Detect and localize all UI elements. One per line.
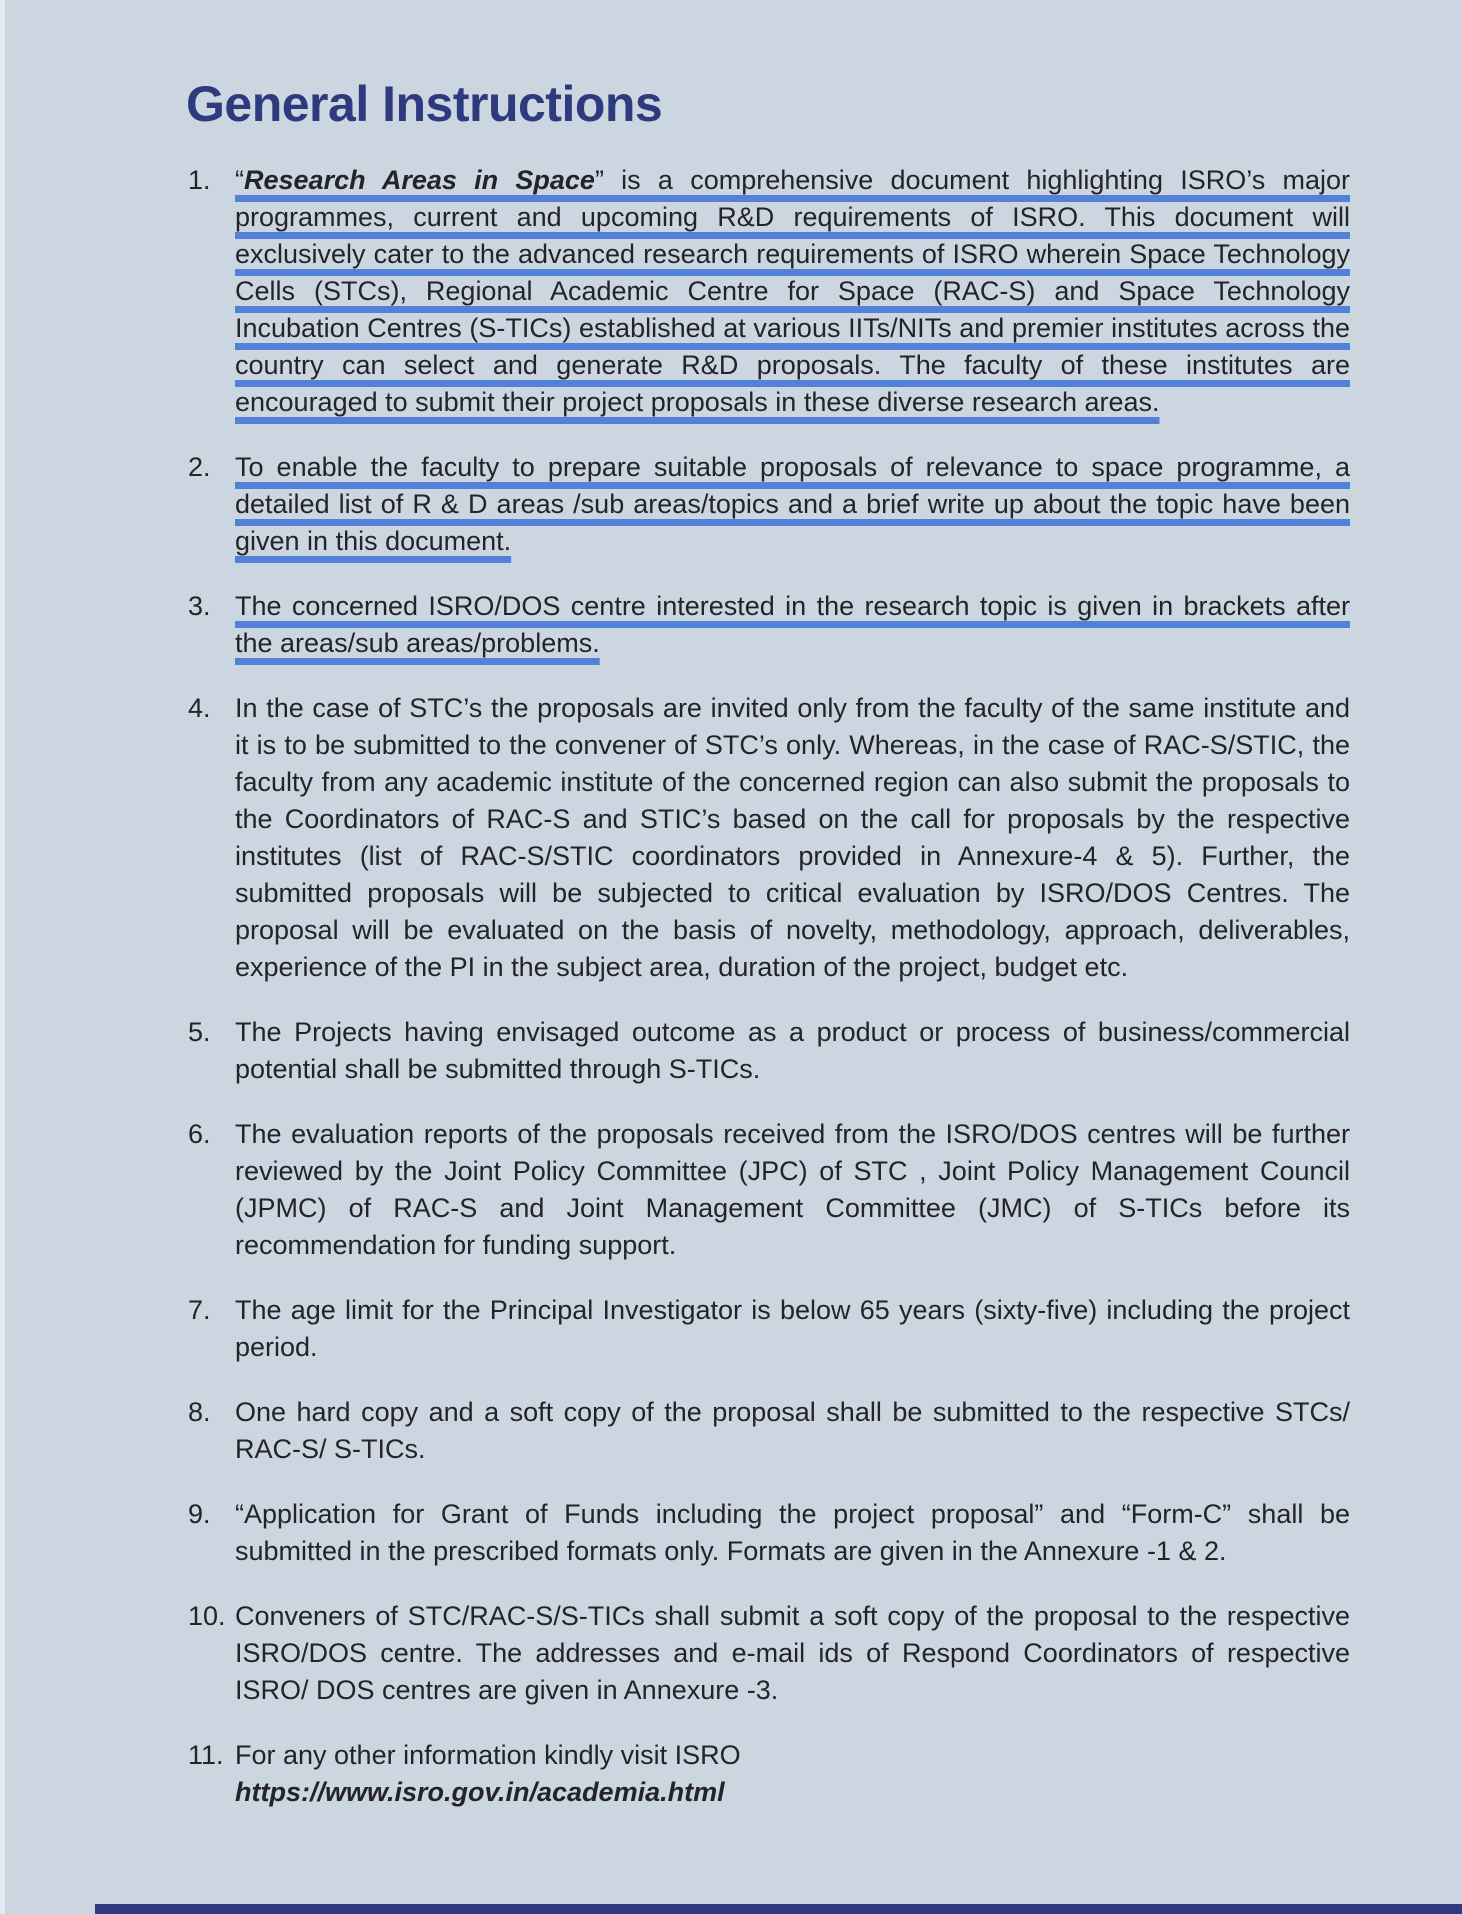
page-title: General Instructions xyxy=(186,76,663,132)
item-text xyxy=(235,1116,1350,1264)
item-number: 2. xyxy=(188,452,211,482)
item-text xyxy=(235,1394,1350,1468)
item-number: 5. xyxy=(188,1017,211,1047)
instruction-item xyxy=(188,1496,1350,1570)
text-segment: One hard copy and a soft copy of the proposal shall be submitted to the respective STCs/ RAC-S/ S-TICs. xyxy=(235,1397,1350,1464)
item-number: 1. xyxy=(188,165,211,195)
item-number: 3. xyxy=(188,591,211,621)
instruction-item xyxy=(188,690,1350,986)
item-text xyxy=(235,588,1350,662)
instruction-item xyxy=(188,1737,1350,1811)
isro-academia-link[interactable]: https://www.isro.gov.in/academia.html xyxy=(235,1777,725,1807)
text-segment: Research Areas in Space xyxy=(244,165,595,195)
text-segment: Conveners of STC/RAC-S/S-TICs shall submit a soft copy of the proposal to the respective ISRO/DOS centre. The addresses and e-mail ids of Respond Coordinators of respective ISRO/ DOS centres are given in Annexure -3. xyxy=(235,1601,1350,1705)
instruction-item xyxy=(188,449,1350,560)
item-text xyxy=(235,1598,1350,1709)
item-text xyxy=(235,1292,1350,1366)
item-text xyxy=(235,690,1350,986)
text-segment: The Projects having envisaged outcome as a product or process of business/commercial potential shall be submitted through S-TICs. xyxy=(235,1017,1350,1084)
instruction-item xyxy=(188,162,1350,421)
item-number: 11. xyxy=(188,1740,224,1770)
text-segment: In the case of STC’s the proposals are invited only from the faculty of the same institute and it is to be submitted to the convener of STC’s only. Whereas, in the case of RAC-S/STIC, the faculty from any academic institute of the concerned region can also submit the proposals to the Coordinators of RAC-S and STIC’s based on the call for proposals by the respective institutes (list of RAC-S/STIC coordinators provided in Annexure-4 & 5). Further, the submitted proposals will be subjected to critical evaluation by ISRO/DOS Centres. The proposal will be evaluated on the basis of novelty, methodology, approach, deliverables, experience of the PI in the subject area, duration of the project, budget etc. xyxy=(235,693,1350,982)
item-number: 7. xyxy=(188,1295,211,1325)
item-number: 10. xyxy=(188,1601,226,1631)
item-text xyxy=(235,449,1350,560)
item-text xyxy=(235,1014,1350,1088)
text-segment: The concerned ISRO/DOS centre interested in the research topic is given in brackets after the areas/sub areas/problems. xyxy=(235,591,1350,658)
text-segment: The evaluation reports of the proposals received from the ISRO/DOS centres will be further reviewed by the Joint Policy Committee (JPC) of STC , Joint Policy Management Council (JPMC) of RAC-S and Joint Management Committee (JMC) of S-TICs before its recommendation for funding support. xyxy=(235,1119,1350,1260)
item-text xyxy=(235,1496,1350,1570)
instruction-item xyxy=(188,1598,1350,1709)
item-number: 4. xyxy=(188,693,211,723)
instruction-item xyxy=(188,1116,1350,1264)
text-segment: For any other information kindly visit ISRO xyxy=(235,1740,741,1770)
instruction-item xyxy=(188,1394,1350,1468)
footer-bar xyxy=(95,1904,1462,1914)
instructions-list xyxy=(188,162,1350,1811)
item-text xyxy=(235,162,1350,421)
instruction-item xyxy=(188,1292,1350,1366)
text-segment: The age limit for the Principal Investigator is below 65 years (sixty-five) including the project period. xyxy=(235,1295,1350,1362)
item-number: 8. xyxy=(188,1397,211,1427)
text-segment: ” is a comprehensive document highlighting ISRO’s major programmes, current and upcoming R&D requirements of ISRO. This document will exclusively cater to the advanced research requirements of ISRO wherein Space Technology Cells (STCs), Regional Academic Centre for Space (RAC-S) and Space Technology Incubation Centres (S-TICs) established at various IITs/NITs and premier institutes across the country can select and generate R&D proposals. The faculty of these institutes are encouraged to submit their project proposals in these diverse research areas. xyxy=(235,165,1351,417)
item-number: 6. xyxy=(188,1119,211,1149)
item-number: 9. xyxy=(188,1499,211,1529)
item-text xyxy=(235,1737,1350,1811)
text-segment: “ xyxy=(235,165,244,195)
instruction-item xyxy=(188,1014,1350,1088)
text-segment: “Application for Grant of Funds including the project proposal” and “Form-C” shall be submitted in the prescribed formats only. Formats are given in the Annexure -1 & 2. xyxy=(235,1499,1350,1566)
page-left-edge xyxy=(0,0,5,1914)
text-segment: To enable the faculty to prepare suitable proposals of relevance to space programme, a detailed list of R & D areas /sub areas/topics and a brief write up about the topic have been given in this document. xyxy=(235,452,1350,556)
instruction-item xyxy=(188,588,1350,662)
